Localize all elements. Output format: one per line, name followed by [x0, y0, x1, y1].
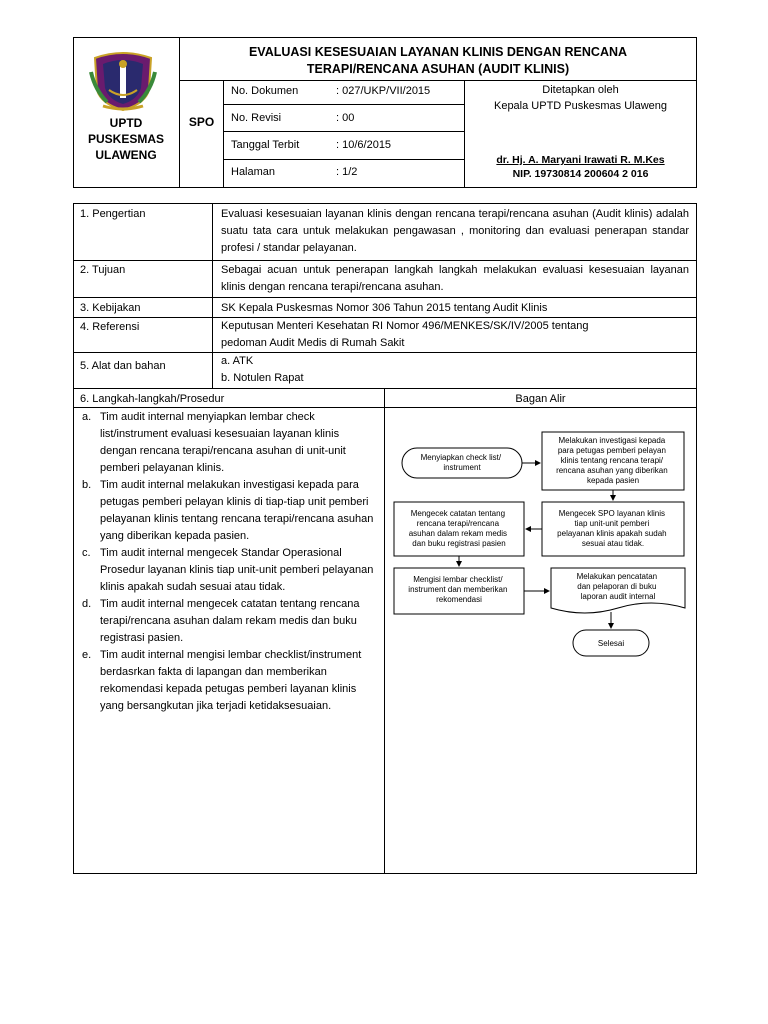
label-alat-bahan: 5. Alat dan bahan: [80, 360, 166, 372]
step-marker: d.: [82, 598, 92, 610]
field-value-no-revisi: : 00: [336, 112, 355, 124]
field-value-tanggal-terbit: : 10/6/2015: [336, 139, 392, 151]
list-item: [82, 596, 378, 647]
flow-pencatatan-line3: laporan audit internal: [580, 592, 656, 601]
step-text: Tim audit internal menyiapkan lembar check list/instrument evaluasi kesesuaian layanan klinis dengan rencana terapi/rencana asuhan di unit-unit pemberi pelayanan klinis.: [100, 411, 346, 474]
field-value-halaman: : 1/2: [336, 166, 358, 178]
label-tujuan: 2. Tujuan: [80, 264, 126, 276]
flow-cek-spo-line2: tiap unit-unit pemberi: [574, 519, 650, 528]
flow-isi-checklist-line3: rekomendasi: [436, 595, 482, 604]
puskesmas-logo: [89, 50, 157, 112]
flowchart: [385, 408, 696, 673]
procedure-steps: [82, 409, 378, 715]
flow-isi-checklist-line1: Mengisi lembar checklist/: [413, 575, 503, 584]
step-text: Tim audit internal mengecek Standar Operasional Prosedur layanan klinis tiap unit-unit pemberi pelayanan klinis apakah sudah sesuai atau tidak.: [100, 547, 374, 593]
step-text: Tim audit internal melakukan investigasi kepada para petugas pemberi pelayan klinis di tiap-tiap unit pemberi pelayanan klinis tentang rencana terapi/rencana asuhan yang diberikan kepada pasien.: [100, 479, 374, 542]
flow-cek-spo-line3: pelayanan klinis apakah sudah: [557, 529, 667, 538]
flow-cek-catatan-line4: dan buku registrasi pasien: [412, 539, 506, 548]
field-label-tanggal-terbit: Tanggal Terbit: [231, 139, 300, 151]
org-name-line2: PUSKESMAS: [87, 132, 164, 146]
flow-investigasi-line4: rencana asuhan yang diberikan: [556, 466, 668, 475]
referensi-line2: pedoman Audit Medis di Rumah Sakit: [221, 337, 405, 349]
tujuan-text: Sebagai acuan untuk penerapan langkah langkah melakukan evaluasi kesesuaian layanan klinis dengan rencana terapi/rencana asuhan.: [221, 264, 689, 293]
approval-signer: dr. Hj. A. Maryani Irawati R. M.Kes: [496, 154, 665, 166]
step-marker: b.: [82, 479, 92, 491]
field-label-halaman: Halaman: [231, 166, 276, 178]
list-item: [82, 647, 378, 715]
flow-cek-catatan-line1: Mengecek catatan tentang: [410, 509, 506, 518]
svg-text:Mengecek catatan tentang r: [409, 509, 510, 548]
alat-item-notulen: b. Notulen Rapat: [221, 372, 304, 384]
org-name-line1: UPTD: [109, 116, 143, 130]
step-marker: e.: [82, 649, 92, 661]
flow-pencatatan-line2: dan pelaporan di buku: [577, 582, 657, 591]
flow-start-line1: Menyiapkan check list/: [420, 453, 502, 462]
field-value-no-dokumen: : 027/UKP/VII/2015: [336, 85, 431, 97]
alat-item-atk: a. ATK: [221, 355, 254, 367]
field-label-no-dokumen: No. Dokumen: [231, 85, 299, 97]
list-item: [82, 545, 378, 596]
flow-investigasi-line2: para petugas pemberi pelayan: [557, 446, 666, 455]
flow-investigasi-line5: kepada pasien: [586, 476, 640, 485]
step-text: Tim audit internal mengisi lembar checklist/instrument berdasrkan fakta di lapangan dan memberikan rekomendasi kepada petugas pemberi layanan klinis yang bersangkutan jika terjadi ketidaksesuaian.: [100, 649, 362, 712]
flow-start-line2: instrument: [443, 463, 481, 472]
flow-cek-catatan-line2: rencana terapi/rencana: [416, 519, 500, 528]
spo-label: SPO: [188, 115, 215, 129]
flow-cek-catatan-line3: asuhan dalam rekam medis: [408, 529, 508, 538]
flow-selesai-label: Selesai: [597, 639, 625, 648]
flow-investigasi-line1: Melakukan investigasi kepada: [558, 436, 666, 445]
label-pengertian: 1. Pengertian: [80, 208, 146, 220]
document-title-line1: EVALUASI KESESUAIAN LAYANAN KLINIS DENGAN RENCANA: [248, 45, 628, 59]
referensi-line1: Keputusan Menteri Kesehatan RI Nomor 496/MENKES/SK/IV/2005 tentang: [221, 320, 589, 332]
svg-text:Selesai: [598, 639, 624, 648]
org-name-line3: ULAWENG: [95, 148, 157, 162]
list-item: [82, 409, 378, 477]
approval-line2: Kepala UPTD Puskesmas Ulaweng: [493, 100, 668, 112]
list-item: [82, 477, 378, 545]
label-bagan-alir: Bagan Alir: [515, 393, 566, 405]
approval-line1: Ditetapkan oleh: [542, 84, 619, 96]
document-title-line2: TERAPI/RENCANA ASUHAN (AUDIT KLINIS): [306, 62, 570, 76]
label-kebijakan: 3. Kebijakan: [80, 302, 141, 314]
label-referensi: 4. Referensi: [80, 321, 140, 333]
step-marker: c.: [82, 547, 91, 559]
kebijakan-text: SK Kepala Puskesmas Nomor 306 Tahun 2015 tentang Audit Klinis: [221, 302, 548, 314]
flow-cek-spo-line1: Mengecek SPO layanan klinis: [558, 509, 666, 518]
step-text: Tim audit internal mengecek catatan tentang rencana terapi/rencana asuhan dalam rekam medis dan buku registrasi pasien.: [100, 598, 360, 644]
flow-investigasi-line3: klinis tentang rencana terapi/: [560, 456, 664, 465]
svg-text:Melakukan pencatatan dan p: [577, 572, 660, 601]
step-marker: a.: [82, 411, 92, 423]
flow-pencatatan-line1: Melakukan pencatatan: [576, 572, 658, 581]
flow-isi-checklist-line2: instrument dan memberikan: [408, 585, 508, 594]
approval-nip: NIP. 19730814 200604 2 016: [512, 168, 649, 180]
pengertian-text: Evaluasi kesesuaian layanan klinis dengan rencana terapi/rencana asuhan (Audit klinis) adalah suatu tata cara untuk melakukan pengawasan , monitoring dan evaluasi penerapan standar profesi / standar pelayanan.: [221, 208, 689, 254]
field-label-no-revisi: No. Revisi: [231, 112, 282, 124]
label-langkah: 6. Langkah-langkah/Prosedur: [80, 393, 225, 405]
flow-cek-spo-line4: sesuai atau tidak.: [581, 539, 645, 548]
